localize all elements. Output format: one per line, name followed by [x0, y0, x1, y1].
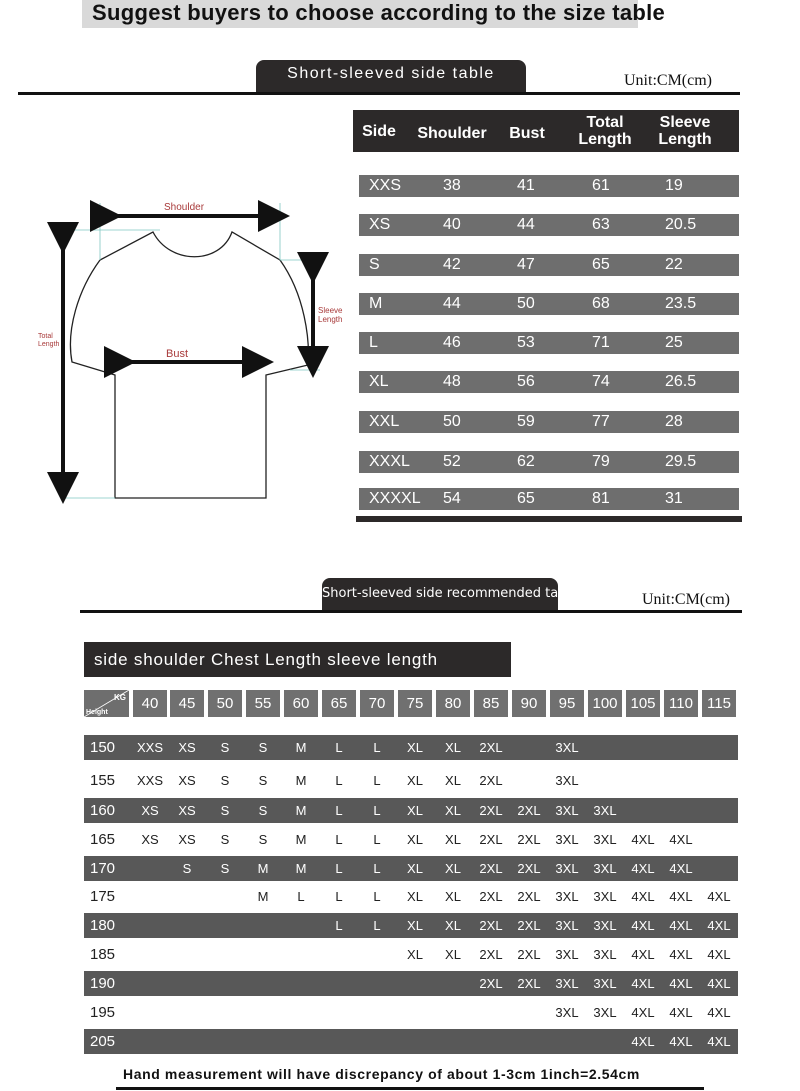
size-recommendation-cell: 4XL [631, 1005, 655, 1020]
size-recommendation-cell: L [335, 740, 343, 755]
size-row [359, 488, 739, 510]
size-table-bottom-bar [356, 516, 742, 522]
size-recommendation-cell: 4XL [669, 889, 693, 904]
weight-header-cell: 70 [360, 690, 394, 717]
size-recommendation-cell: XL [445, 740, 461, 755]
size-recommendation-cell: 4XL [707, 1005, 731, 1020]
recommend-row [84, 856, 738, 881]
size-cell-shoulder: 42 [443, 256, 461, 273]
col-sleeve-length-line2: Length [658, 131, 712, 148]
size-recommendation-cell: XL [445, 918, 461, 933]
size-recommendation-cell: XS [178, 832, 196, 847]
size-cell-bust: 47 [517, 256, 535, 273]
size-recommendation-cell: S [258, 773, 268, 788]
size-recommendation-cell: S [220, 803, 230, 818]
size-recommendation-cell: 2XL [479, 803, 503, 818]
size-row [359, 371, 739, 393]
diagram-total-label-line2: Length [38, 341, 60, 348]
size-recommendation-cell: 4XL [707, 1034, 731, 1049]
size-recommendation-cell: XXS [136, 773, 163, 788]
size-recommendation-cell: 3XL [555, 773, 579, 788]
size-recommendation-cell: S [182, 861, 192, 876]
size-recommendation-cell: 4XL [631, 976, 655, 991]
size-recommendation-cell: 2XL [479, 740, 503, 755]
height-kg-corner [84, 690, 129, 717]
footer-note: Hand measurement will have discrepancy of about 1-3cm 1inch=2.54cm [123, 1066, 640, 1082]
size-recommendation-cell: XS [141, 803, 159, 818]
size-recommendation-cell: S [258, 803, 268, 818]
size-recommendation-cell: 3XL [555, 861, 579, 876]
size-recommendation-cell: 2XL [517, 832, 541, 847]
size-cell-length: 68 [592, 295, 610, 312]
recommend-row [84, 942, 738, 967]
weight-header-cell: 110 [664, 690, 698, 717]
size-recommendation-cell: M [295, 861, 307, 876]
section2-tab: Short-sleeved side recommended table [322, 578, 558, 612]
size-recommendation-cell: 3XL [593, 918, 617, 933]
size-cell-length: 63 [592, 216, 610, 233]
size-cell-shoulder: 38 [443, 177, 461, 194]
weight-header-cell: 80 [436, 690, 470, 717]
size-recommendation-cell: M [295, 832, 307, 847]
size-recommendation-cell: 4XL [631, 947, 655, 962]
size-cell-bust: 44 [517, 216, 535, 233]
recommend-row [84, 735, 738, 760]
size-cell-bust: 50 [517, 295, 535, 312]
size-recommendation-cell: 3XL [593, 861, 617, 876]
size-recommendation-cell: 4XL [631, 861, 655, 876]
size-cell-sleeve: 28 [665, 413, 683, 430]
size-recommendation-cell: S [258, 832, 268, 847]
size-row [359, 411, 739, 433]
weight-header-cell: 75 [398, 690, 432, 717]
size-recommendation-cell: XL [407, 773, 423, 788]
size-recommendation-cell: S [220, 832, 230, 847]
section1-tab: Short-sleeved side table [256, 60, 526, 92]
size-cell-bust: 41 [517, 177, 535, 194]
size-recommendation-cell: 2XL [517, 889, 541, 904]
page-title: Suggest buyers to choose according to the size table [92, 0, 666, 25]
size-cell-shoulder: 48 [443, 373, 461, 390]
height-cell: 195 [90, 1004, 116, 1021]
size-table-header [353, 110, 739, 152]
size-cell-bust: 59 [517, 413, 535, 430]
size-recommendation-cell: L [335, 832, 343, 847]
size-recommendation-cell: M [257, 861, 269, 876]
size-row [359, 175, 739, 197]
size-recommendation-cell: XL [445, 832, 461, 847]
size-cell-bust: 56 [517, 373, 535, 390]
size-recommendation-cell: S [258, 740, 268, 755]
section2-divider [80, 610, 742, 613]
size-recommendation-cell: XL [445, 947, 461, 962]
recommend-row [84, 1029, 738, 1054]
size-recommendation-cell: M [295, 773, 307, 788]
col-total-length-line2: Length [578, 131, 632, 148]
size-recommendation-cell: L [297, 889, 305, 904]
size-row [359, 254, 739, 276]
corner-height-label: Height [86, 709, 108, 716]
col-total-length-line1: Total [586, 114, 624, 131]
size-recommendation-cell: 3XL [555, 832, 579, 847]
corner-kg-label: KG [114, 693, 126, 702]
size-recommendation-cell: 4XL [669, 947, 693, 962]
size-recommendation-cell: 4XL [631, 832, 655, 847]
size-recommendation-cell: 2XL [479, 773, 503, 788]
footer-underline [116, 1087, 704, 1090]
size-recommendation-cell: 4XL [707, 947, 731, 962]
size-recommendation-cell: 2XL [479, 832, 503, 847]
diagram-total-label-line1: Total [38, 333, 53, 340]
size-recommendation-cell: 4XL [669, 1034, 693, 1049]
height-cell: 180 [90, 917, 116, 934]
size-recommendation-cell: L [335, 918, 343, 933]
size-recommendation-cell: 2XL [517, 976, 541, 991]
size-recommendation-cell: S [220, 740, 230, 755]
size-cell-size: XXXXL [369, 490, 421, 507]
diagram-bust-label: Bust [166, 348, 189, 360]
size-recommendation-cell: XXS [136, 740, 163, 755]
weight-header-cell: 105 [626, 690, 660, 717]
size-cell-length: 79 [592, 453, 610, 470]
size-recommendation-cell: 4XL [631, 918, 655, 933]
height-cell: 165 [90, 831, 116, 848]
recommend-row [84, 768, 738, 793]
size-cell-length: 74 [592, 373, 610, 390]
size-cell-bust: 53 [517, 334, 535, 351]
size-recommendation-cell: S [220, 861, 230, 876]
size-cell-size: L [369, 334, 378, 351]
size-recommendation-cell: 3XL [555, 976, 579, 991]
tshirt-diagram [20, 190, 360, 510]
size-recommendation-cell: 2XL [517, 803, 541, 818]
size-recommendation-cell: XL [445, 861, 461, 876]
size-recommendation-cell: L [373, 832, 381, 847]
size-cell-shoulder: 40 [443, 216, 461, 233]
weight-header-cell: 90 [512, 690, 546, 717]
size-row [359, 451, 739, 473]
recommend-row [84, 884, 738, 909]
size-recommendation-cell: M [257, 889, 269, 904]
col-shoulder: Shoulder [417, 125, 487, 142]
size-cell-sleeve: 19 [665, 177, 683, 194]
weight-header-cell: 55 [246, 690, 280, 717]
size-cell-size: M [369, 295, 383, 312]
size-recommendation-cell: XL [445, 773, 461, 788]
size-cell-sleeve: 26.5 [665, 373, 697, 390]
size-recommendation-cell: 4XL [669, 1005, 693, 1020]
recommend-row [84, 913, 738, 938]
size-cell-length: 61 [592, 177, 610, 194]
section1-divider [18, 92, 740, 95]
weight-header-cell: 45 [170, 690, 204, 717]
size-recommendation-cell: L [335, 861, 343, 876]
size-recommendation-cell: XS [141, 832, 159, 847]
size-recommendation-cell: L [373, 889, 381, 904]
size-recommendation-cell: L [373, 803, 381, 818]
diagram-sleeve-label-line1: Sleeve [318, 306, 343, 315]
size-cell-size: XL [369, 373, 389, 390]
height-cell: 175 [90, 888, 116, 905]
size-recommendation-cell: 3XL [593, 889, 617, 904]
size-recommendation-cell: XL [407, 740, 423, 755]
size-recommendation-cell: 4XL [669, 832, 693, 847]
size-cell-shoulder: 50 [443, 413, 461, 430]
size-cell-bust: 62 [517, 453, 535, 470]
height-cell: 190 [90, 975, 116, 992]
col-sleeve-length [649, 114, 721, 148]
height-cell: 170 [90, 860, 116, 877]
size-recommendation-cell: L [373, 861, 381, 876]
size-recommendation-cell: 4XL [707, 976, 731, 991]
size-recommendation-cell: 3XL [593, 947, 617, 962]
section1-unit: Unit:CM(cm) [624, 72, 712, 89]
size-cell-shoulder: 54 [443, 490, 461, 507]
size-cell-shoulder: 46 [443, 334, 461, 351]
diagram-total-length-label [38, 333, 59, 349]
col-total-length [569, 114, 641, 148]
size-recommendation-cell: L [373, 918, 381, 933]
size-row [359, 293, 739, 315]
size-cell-size: S [369, 256, 380, 273]
size-recommendation-cell: 3XL [593, 832, 617, 847]
size-cell-sleeve: 23.5 [665, 295, 697, 312]
size-recommendation-cell: XL [407, 861, 423, 876]
weight-header-cell: 40 [133, 690, 167, 717]
size-cell-size: XXS [369, 177, 402, 194]
size-recommendation-cell: 3XL [593, 1005, 617, 1020]
size-recommendation-cell: 3XL [555, 947, 579, 962]
weight-header-cell: 115 [702, 690, 736, 717]
size-recommendation-cell: 2XL [479, 947, 503, 962]
height-cell: 150 [90, 739, 116, 756]
size-recommendation-cell: XL [407, 918, 423, 933]
size-recommendation-cell: L [373, 740, 381, 755]
size-recommendation-cell: L [335, 889, 343, 904]
size-recommendation-cell: XL [445, 803, 461, 818]
size-recommendation-cell: XS [178, 803, 196, 818]
size-cell-length: 77 [592, 413, 610, 430]
section2-unit: Unit:CM(cm) [642, 591, 730, 608]
recommend-row [84, 827, 738, 852]
size-recommendation-cell: M [295, 803, 307, 818]
recommend-row [84, 971, 738, 996]
size-recommendation-cell: S [220, 773, 230, 788]
tshirt-outline [70, 232, 308, 498]
size-cell-bust: 65 [517, 490, 535, 507]
size-recommendation-cell: 2XL [517, 861, 541, 876]
diagram-sleeve-label-line2: Length [318, 315, 343, 324]
size-row [359, 332, 739, 354]
size-recommendation-cell: 3XL [593, 976, 617, 991]
size-recommendation-cell: 2XL [517, 918, 541, 933]
size-cell-shoulder: 52 [443, 453, 461, 470]
weight-header-cell: 60 [284, 690, 318, 717]
size-cell-shoulder: 44 [443, 295, 461, 312]
size-cell-sleeve: 22 [665, 256, 683, 273]
col-bust: Bust [509, 125, 545, 142]
diagram-shoulder-label: Shoulder [164, 202, 205, 213]
size-cell-size: XXXL [369, 453, 410, 470]
size-cell-sleeve: 20.5 [665, 216, 697, 233]
size-recommendation-cell: 4XL [669, 918, 693, 933]
size-cell-sleeve: 31 [665, 490, 683, 507]
size-recommendation-cell: XL [407, 889, 423, 904]
size-recommendation-cell: 3XL [555, 1005, 579, 1020]
size-cell-length: 71 [592, 334, 610, 351]
weight-header-cell: 85 [474, 690, 508, 717]
size-recommendation-cell: L [373, 773, 381, 788]
col-side: Side [362, 123, 396, 140]
size-recommendation-cell: XS [178, 773, 196, 788]
size-recommendation-cell: XL [407, 803, 423, 818]
size-recommendation-cell: 2XL [479, 918, 503, 933]
size-recommendation-cell: 3XL [555, 889, 579, 904]
height-cell: 205 [90, 1033, 116, 1050]
size-recommendation-cell: 4XL [669, 976, 693, 991]
size-recommendation-cell: XL [407, 947, 423, 962]
size-cell-size: XXL [369, 413, 400, 430]
size-row [359, 214, 739, 236]
size-recommendation-cell: 4XL [669, 861, 693, 876]
size-recommendation-cell: 2XL [479, 976, 503, 991]
size-recommendation-cell: 3XL [555, 740, 579, 755]
height-cell: 185 [90, 946, 116, 963]
size-recommendation-cell: 4XL [707, 889, 731, 904]
size-recommendation-cell: 3XL [593, 803, 617, 818]
size-cell-length: 81 [592, 490, 610, 507]
size-cell-sleeve: 25 [665, 334, 683, 351]
size-recommendation-cell: 4XL [631, 889, 655, 904]
size-recommendation-cell: XL [445, 889, 461, 904]
col-sleeve-length-line1: Sleeve [659, 114, 711, 131]
size-recommendation-cell: L [335, 803, 343, 818]
height-cell: 155 [90, 772, 116, 789]
recommend-row [84, 1000, 738, 1025]
size-recommendation-cell: L [335, 773, 343, 788]
size-recommendation-cell: XL [407, 832, 423, 847]
weight-header-cell: 95 [550, 690, 584, 717]
size-recommendation-cell: XS [178, 740, 196, 755]
recommend-header-text: side shoulder Chest Length sleeve length [94, 650, 438, 669]
size-cell-sleeve: 29.5 [665, 453, 697, 470]
size-cell-length: 65 [592, 256, 610, 273]
size-recommendation-cell: 3XL [555, 918, 579, 933]
size-recommendation-cell: 4XL [707, 918, 731, 933]
size-recommendation-cell: 3XL [555, 803, 579, 818]
recommend-header-row [84, 642, 511, 677]
diagram-sleeve-label [318, 306, 342, 324]
size-recommendation-cell: 2XL [517, 947, 541, 962]
size-recommendation-cell: 4XL [631, 1034, 655, 1049]
weight-header-cell: 65 [322, 690, 356, 717]
weight-header-cell: 50 [208, 690, 242, 717]
size-recommendation-cell: 2XL [479, 861, 503, 876]
size-recommendation-cell: M [295, 740, 307, 755]
height-cell: 160 [90, 802, 116, 819]
weight-header-cell: 100 [588, 690, 622, 717]
size-cell-size: XS [369, 216, 391, 233]
recommend-row [84, 798, 738, 823]
size-recommendation-cell: 2XL [479, 889, 503, 904]
